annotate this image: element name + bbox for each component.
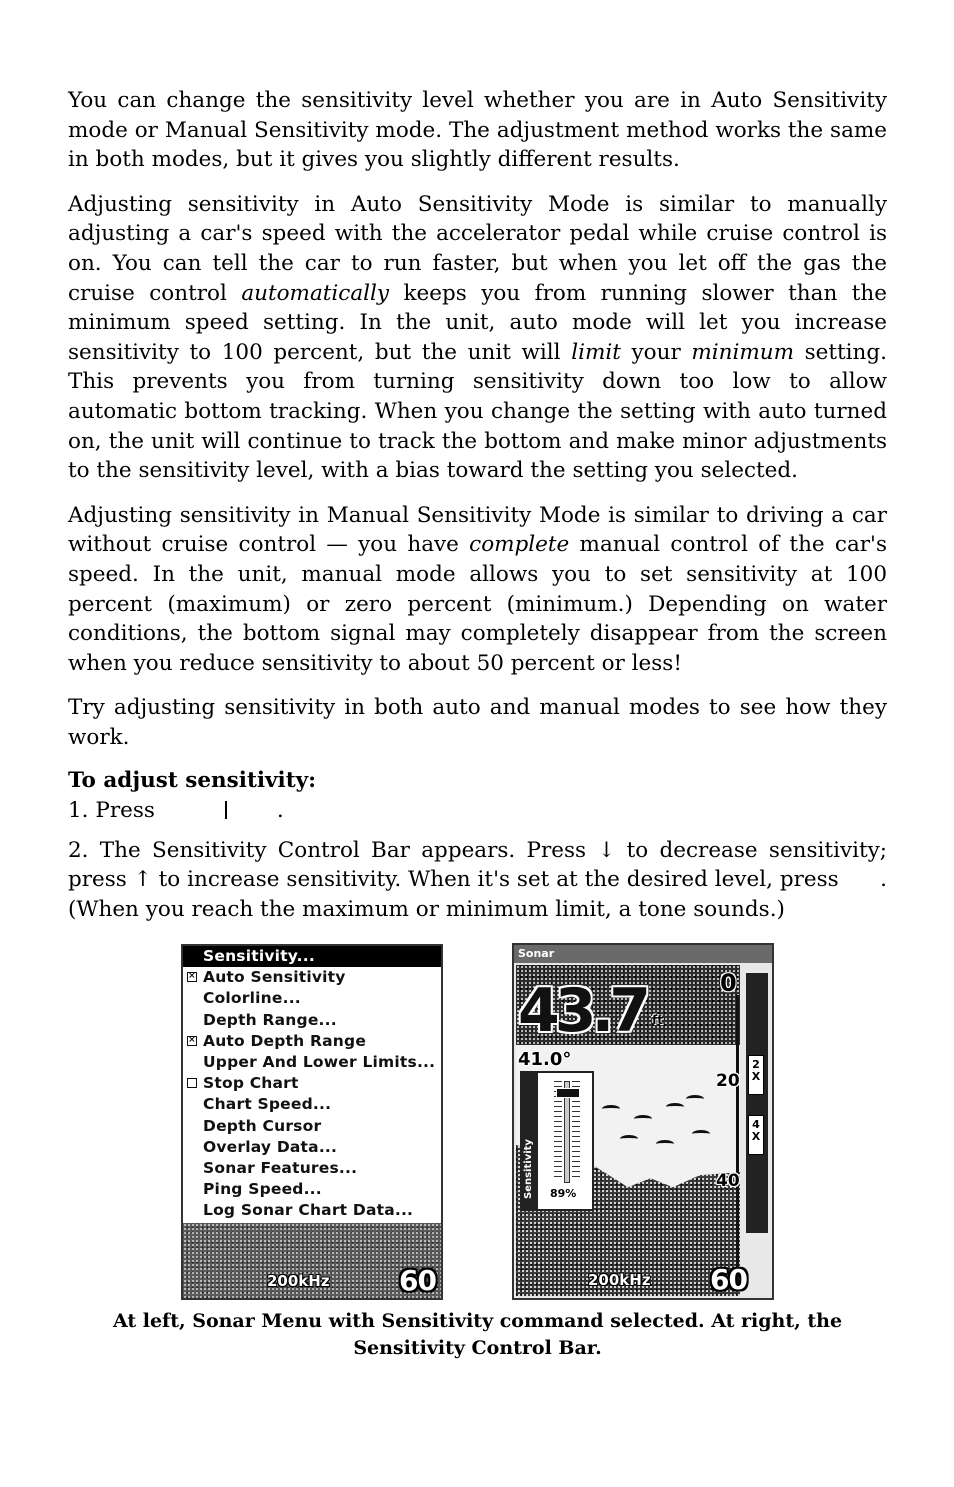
emphasis-limit: limit <box>571 339 621 365</box>
sonar-chart <box>516 965 747 1296</box>
menu-item[interactable] <box>183 1073 441 1094</box>
step-1-prefix: 1. Press <box>68 798 155 824</box>
step-1 <box>68 796 887 826</box>
menu-item-label: Upper And Lower Limits... <box>203 1052 436 1071</box>
scale-label-0: 0 <box>720 969 737 997</box>
menu-item[interactable] <box>183 1031 441 1052</box>
water-temperature: 41.0° <box>518 1049 572 1070</box>
menu-item[interactable] <box>183 1094 441 1115</box>
fish-arch-icon <box>656 1140 674 1148</box>
menu-item[interactable] <box>183 1179 441 1200</box>
zoom-2x <box>748 1055 764 1095</box>
depth-scale-line <box>736 995 739 1290</box>
fish-arch-icon <box>602 1105 620 1113</box>
menu-item-label: Ping Speed... <box>203 1180 322 1199</box>
menu-item-label: Colorline... <box>203 989 301 1008</box>
paragraph-modes: You can change the sensitivity level whether you are in Auto Sensitivity mode or Manual Sensitivity mode. The adjustment method works the same in both modes, but it gives you slightly different results. <box>68 88 887 173</box>
sensitivity-percent: 89% <box>550 1187 577 1200</box>
checkbox-checked-icon[interactable]: × <box>188 1034 196 1045</box>
fish-arch-icon <box>692 1130 710 1138</box>
procedure-heading: To adjust sensitivity: <box>68 768 317 794</box>
sensitivity-label: Sensitivity <box>523 1139 534 1199</box>
menu-item[interactable] <box>183 1137 441 1158</box>
menu-item-label: Chart Speed... <box>203 1095 332 1114</box>
sensitivity-slider-handle[interactable] <box>556 1088 580 1098</box>
fish-arch-icon <box>620 1135 638 1143</box>
menu-item[interactable] <box>183 967 441 988</box>
window-title: Sonar <box>514 945 772 963</box>
fish-arch-icon <box>634 1115 652 1123</box>
sonar-screen <box>512 943 774 1300</box>
menu-item-label: Depth Cursor <box>203 1116 322 1135</box>
checkbox-checked-icon[interactable]: × <box>188 971 196 982</box>
frequency-readout: 200kHz <box>267 1272 330 1290</box>
emphasis-minimum: minimum <box>691 339 794 365</box>
sonar-menu <box>183 946 441 1223</box>
paragraph-try: Try adjusting sensitivity in both auto and manual modes to see how they work. <box>68 695 887 750</box>
menu-item-label: Depth Range... <box>203 1010 337 1029</box>
menu-item[interactable] <box>183 1116 441 1137</box>
zoom-4x-label: 4X <box>751 1118 761 1143</box>
frequency-readout: 200kHz <box>588 1271 651 1289</box>
scale-label-40: 40 <box>716 1171 740 1191</box>
menu-item[interactable] <box>183 1010 441 1031</box>
text-run: setting. This prevents you from turning sensitivity down too low to allow automatic bottom tracking. When you change the setting with auto turned on, the unit will continue to track the bottom and make minor adjustments to the sensitivity level, with a bias toward the setting you selected. <box>68 339 887 484</box>
zoom-bar <box>746 973 768 1233</box>
key-separator <box>225 801 227 819</box>
menu-item[interactable] <box>183 946 441 967</box>
fish-arch-icon <box>666 1103 684 1111</box>
text-run: keeps you from running slower than the minimum speed setting. In the unit, auto mode will let you increase sensitivity to 100 percent, but the unit will <box>68 280 887 365</box>
menu-item-label: Log Sonar Chart Data... <box>203 1201 414 1220</box>
paragraph-manual-mode <box>68 501 887 679</box>
emphasis-complete: complete <box>469 532 570 558</box>
range-readout: 60 <box>399 1264 436 1297</box>
step-1-suffix: . <box>276 798 284 824</box>
paragraph-auto-mode <box>68 190 887 486</box>
zoom-4x <box>748 1115 764 1155</box>
menu-item-label: Auto Sensitivity <box>203 968 346 987</box>
depth-unit: ft <box>652 1013 663 1027</box>
text-run: Adjusting sensitivity in Manual Sensitivity Mode is similar to driving a car without cruise control — you have <box>68 502 887 558</box>
digital-depth: 43.7 <box>518 976 647 1046</box>
sensitivity-label-strip <box>522 1073 538 1209</box>
menu-item-label: Overlay Data... <box>203 1137 338 1156</box>
text-run: manual control of the car's speed. In the unit, manual mode allows you to set sensitivity at 100 percent (maximum) or zero percent (minimum.) Depending on water conditions, the bottom signal may completely disappear from the screen when you reduce sensitivity to about 50 percent or less! <box>68 532 887 676</box>
menu-item-label: Stop Chart <box>203 1074 299 1093</box>
emphasis-automatically: automatically <box>241 280 390 306</box>
sonar-menu-screen <box>181 944 443 1300</box>
step-2: 2. The Sensitivity Control Bar appears. Press ↓ to decrease sensitivity; press ↑ to increase sensitivity. When it's set at the desired level, press . (When you reach the maximum or minimum limit, a tone sounds.) <box>68 837 894 922</box>
menu-item-label: Sensitivity... <box>203 947 315 965</box>
menu-item-label: Sonar Features... <box>203 1158 358 1177</box>
fish-arch-icon <box>686 1095 704 1103</box>
checkbox-unchecked-icon[interactable] <box>187 1078 197 1088</box>
text-run: Adjusting sensitivity in Auto Sensitivity Mode is similar to manually adjusting a car's speed with the accelerator pedal while cruise control is on. You can tell the car to run faster, but when you let off the gas the cruise control <box>68 191 887 306</box>
scale-label-20: 20 <box>716 1071 740 1091</box>
text-run: your <box>620 339 692 365</box>
menu-item[interactable] <box>183 1158 441 1179</box>
sensitivity-control-bar[interactable] <box>520 1071 594 1211</box>
menu-item-label: Auto Depth Range <box>203 1031 367 1050</box>
zoom-2x-label: 2X <box>751 1058 761 1083</box>
menu-item[interactable] <box>183 988 441 1009</box>
menu-item[interactable] <box>183 1200 441 1221</box>
scale-label-60: 60 <box>710 1263 747 1296</box>
menu-item[interactable] <box>183 1052 441 1073</box>
figure-caption: At left, Sonar Menu with Sensitivity command selected. At right, the Sensitivity Control Bar. <box>112 1310 843 1359</box>
manual-text <box>68 86 894 924</box>
